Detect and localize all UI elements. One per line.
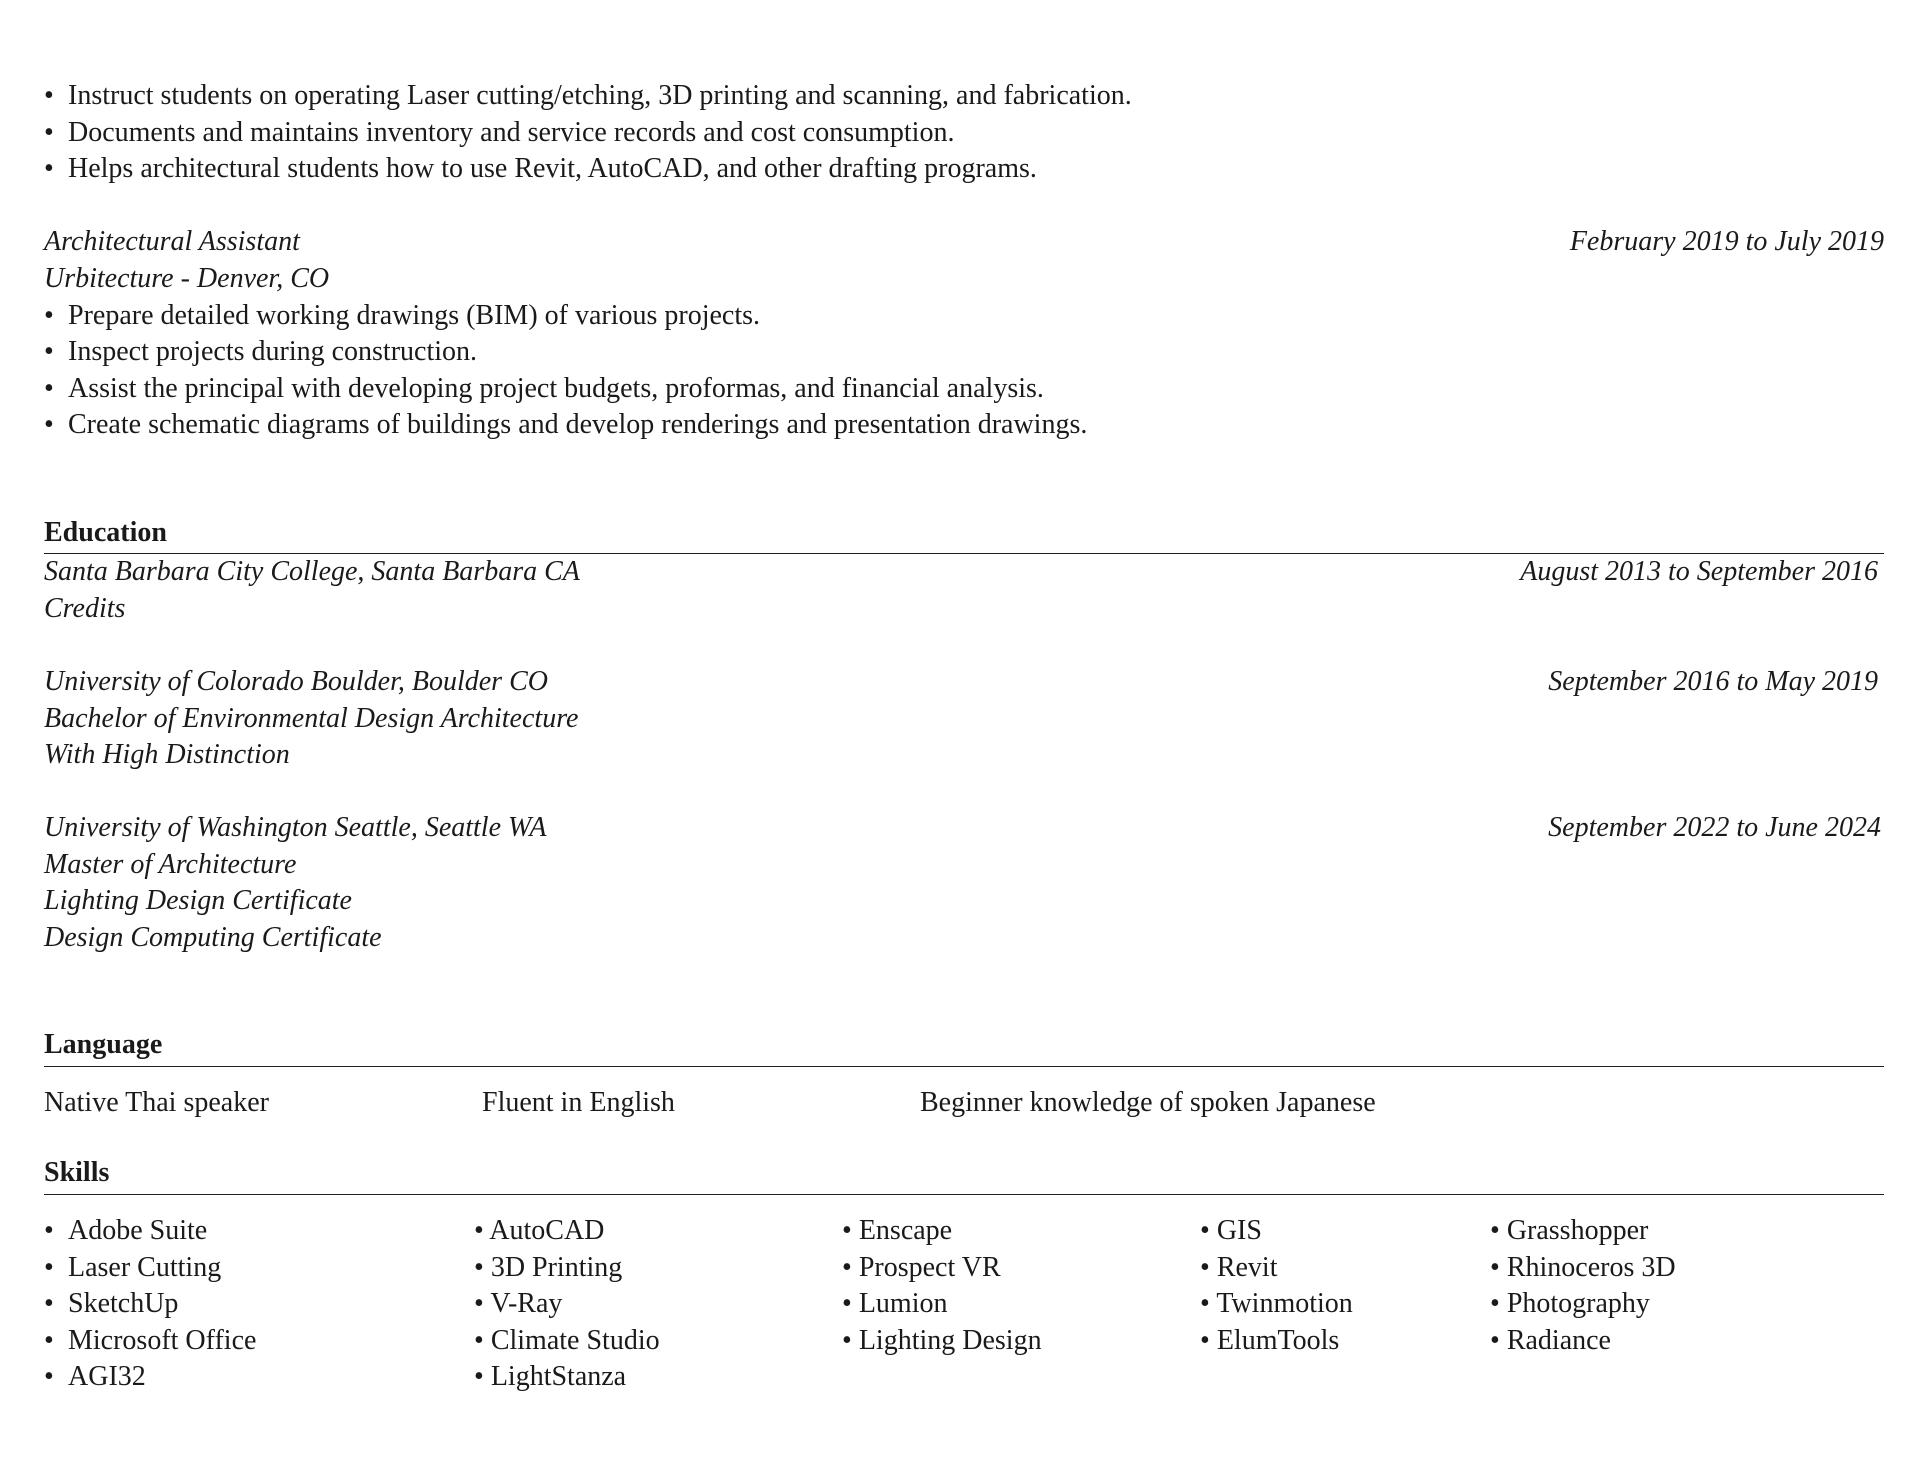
skill-item [1490, 1250, 1810, 1287]
skill-item [474, 1323, 842, 1360]
education-dates: September 2022 to June 2024 [1548, 812, 1881, 844]
education-entry [44, 810, 1884, 956]
skill-label: Adobe Suite [68, 1215, 208, 1247]
skill-item [474, 1286, 842, 1323]
skill-label: AutoCAD [489, 1215, 605, 1247]
bullet-icon: • [1200, 1215, 1210, 1247]
skill-label: Photography [1506, 1288, 1650, 1320]
job-bullet: • Inspect projects during construction. [44, 334, 1884, 371]
skill-label: Climate Studio [490, 1324, 660, 1356]
spacer [44, 627, 1884, 664]
spacer [44, 188, 1884, 225]
bullet-icon: • [1200, 1288, 1210, 1320]
skill-item [1200, 1286, 1490, 1323]
job-dates: February 2019 to July 2019 [1569, 226, 1884, 258]
education-header [44, 664, 1884, 701]
skills-heading: Skills [44, 1155, 1884, 1195]
bullet-icon: • [1490, 1215, 1500, 1247]
bullet-icon: • [44, 1215, 54, 1247]
job-bullet: • Assist the principal with developing project budgets, proformas, and financial analysis. [44, 371, 1884, 408]
skill-item [474, 1213, 842, 1250]
job-header [44, 224, 1884, 261]
skills-column [474, 1213, 842, 1396]
skill-label: 3D Printing [490, 1251, 623, 1283]
bullet-icon: • [474, 1288, 484, 1320]
skill-label: ElumTools [1216, 1324, 1340, 1356]
bullet-icon: • [1490, 1324, 1500, 1356]
bullet-icon: • [842, 1324, 852, 1356]
bullet-icon: • [842, 1251, 852, 1283]
skill-item [44, 1213, 474, 1250]
spacer [44, 957, 1884, 994]
skill-item [1490, 1323, 1810, 1360]
skill-item [44, 1323, 474, 1360]
language-item: Native Thai speaker [44, 1086, 269, 1118]
bullet-icon: • [474, 1251, 484, 1283]
education-dates: September 2016 to May 2019 [1548, 665, 1878, 697]
skill-item [1200, 1250, 1490, 1287]
education-entry [44, 554, 1884, 627]
skill-label: AGI32 [68, 1361, 146, 1393]
skill-item [842, 1250, 1200, 1287]
education-detail: Master of Architecture [44, 848, 297, 880]
bullet-icon: • [44, 1288, 54, 1320]
spacer [44, 481, 1884, 515]
education-school: University of Colorado Boulder, Boulder CO [44, 665, 548, 697]
bullet-icon: • [1490, 1288, 1500, 1320]
skill-label: Microsoft Office [68, 1324, 257, 1356]
skills-grid [44, 1213, 1884, 1396]
skills-column [1490, 1213, 1810, 1396]
skill-item [1490, 1286, 1810, 1323]
bullet-icon: • [1200, 1324, 1210, 1356]
skill-item [474, 1359, 842, 1396]
bullet-icon: • [1200, 1251, 1210, 1283]
experience-bullet: • Documents and maintains inventory and service records and cost consumption. [44, 115, 1884, 152]
job-bullet: • Prepare detailed working drawings (BIM) of various projects. [44, 298, 1884, 335]
education-detail: Credits [44, 592, 126, 624]
skill-item [842, 1213, 1200, 1250]
bullet-icon: • [44, 1251, 54, 1283]
bullet-icon: • [44, 1361, 54, 1393]
experience-bullets [44, 78, 1884, 188]
language-item: Beginner knowledge of spoken Japanese [920, 1086, 1376, 1118]
skills-column [1200, 1213, 1490, 1396]
job-title: Architectural Assistant [44, 226, 300, 258]
education-header [44, 810, 1884, 847]
education-heading: Education [44, 515, 1884, 555]
skill-label: Rhinoceros 3D [1506, 1251, 1676, 1283]
education-detail: Bachelor of Environmental Design Architecture [44, 702, 579, 734]
bullet-icon: • [44, 1324, 54, 1356]
education-detail: With High Distinction [44, 739, 290, 771]
bullet-icon: • [842, 1288, 852, 1320]
resume-page [44, 78, 1884, 1396]
skill-label: LightStanza [490, 1361, 627, 1393]
skill-label: V-Ray [490, 1288, 563, 1320]
skill-item [44, 1286, 474, 1323]
job-bullets [44, 298, 1884, 444]
education-header [44, 554, 1884, 591]
education-dates: August 2013 to September 2016 [1520, 556, 1878, 588]
education-entry [44, 664, 1884, 774]
spacer [44, 774, 1884, 811]
language-item: Fluent in English [482, 1086, 675, 1118]
education-school: Santa Barbara City College, Santa Barbara CA [44, 556, 580, 588]
skill-item [1200, 1213, 1490, 1250]
skill-item [842, 1323, 1200, 1360]
language-heading: Language [44, 1027, 1884, 1067]
skill-label: Grasshopper [1506, 1215, 1649, 1247]
skill-label: Laser Cutting [68, 1251, 222, 1283]
experience-bullet: • Instruct students on operating Laser cutting/etching, 3D printing and scanning, and fabrication. [44, 78, 1884, 115]
bullet-icon: • [842, 1215, 852, 1247]
education-detail: Design Computing Certificate [44, 922, 382, 954]
job-bullet: • Create schematic diagrams of buildings and develop renderings and presentation drawings. [44, 407, 1884, 444]
skill-label: Radiance [1506, 1324, 1611, 1356]
spacer [44, 444, 1884, 481]
skill-label: Revit [1216, 1251, 1278, 1283]
job-company: Urbitecture - Denver, CO [44, 262, 330, 294]
spacer [44, 993, 1884, 1027]
skill-item [474, 1250, 842, 1287]
bullet-icon: • [1490, 1251, 1500, 1283]
education-detail: Lighting Design Certificate [44, 885, 352, 917]
bullet-icon: • [474, 1324, 484, 1356]
skills-column [44, 1213, 474, 1396]
skill-label: Prospect VR [858, 1251, 1001, 1283]
skill-label: Lighting Design [858, 1324, 1042, 1356]
skill-item [1200, 1323, 1490, 1360]
skill-label: GIS [1216, 1215, 1262, 1247]
skill-label: Lumion [858, 1288, 948, 1320]
language-list [44, 1085, 1884, 1122]
bullet-icon: • [474, 1215, 484, 1247]
skills-column [842, 1213, 1200, 1396]
skill-label: SketchUp [68, 1288, 179, 1320]
experience-bullet: • Helps architectural students how to use Revit, AutoCAD, and other drafting programs. [44, 151, 1884, 188]
skill-label: Enscape [858, 1215, 953, 1247]
skill-item [1490, 1213, 1810, 1250]
skill-item [44, 1250, 474, 1287]
education-school: University of Washington Seattle, Seattle WA [44, 812, 547, 844]
skill-item [842, 1286, 1200, 1323]
bullet-icon: • [474, 1361, 484, 1393]
skill-label: Twinmotion [1216, 1288, 1353, 1320]
spacer [44, 1121, 1884, 1155]
skill-item [44, 1359, 474, 1396]
